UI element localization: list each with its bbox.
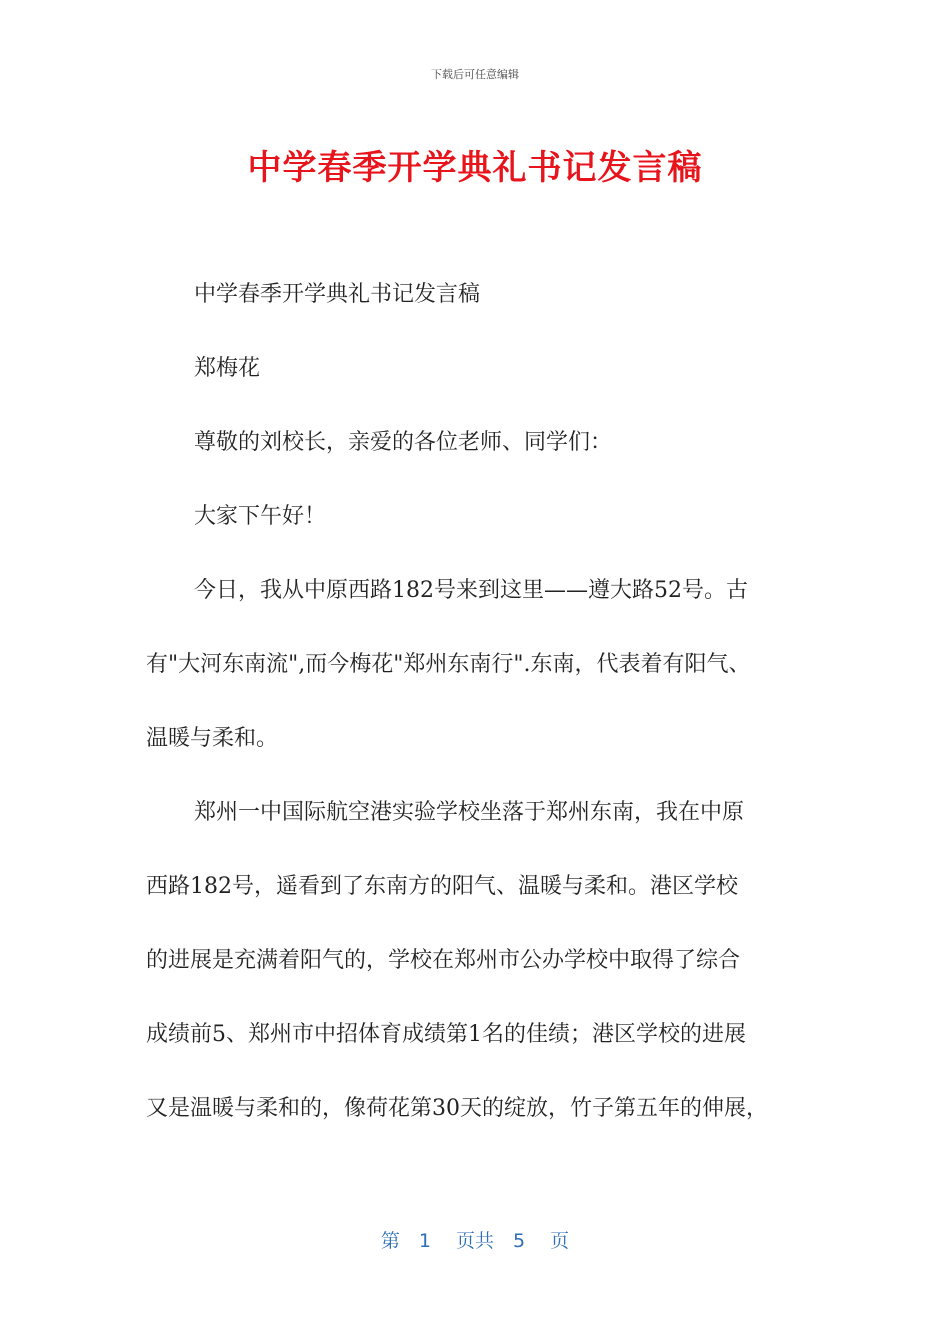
- body-line: 有"大河东南流",而今梅花"郑州东南行".东南，代表着有阳气、: [146, 652, 751, 677]
- body-line: 中学春季开学典礼书记发言稿: [194, 282, 481, 307]
- body-line: 大家下午好！: [194, 504, 327, 529]
- header-note: 下载后可任意编辑: [431, 68, 519, 81]
- body-line: 的进展是充满着阳气的，学校在郑州市公办学校中取得了综合: [146, 948, 741, 973]
- body-line: 西路182号，遥看到了东南方的阳气、温暖与柔和。港区学校: [146, 874, 738, 899]
- body-line: 郑州一中国际航空港实验学校坐落于郑州东南，我在中原: [194, 800, 745, 825]
- body-line: 尊敬的刘校长，亲爱的各位老师、同学们：: [194, 430, 613, 455]
- body-line: 又是温暖与柔和的，像荷花第30天的绽放，竹子第五年的伸展，: [146, 1096, 768, 1121]
- document-title: 中学春季开学典礼书记发言稿: [247, 148, 703, 188]
- body-line: 温暖与柔和。: [146, 726, 279, 751]
- body-line: 今日，我从中原西路182号来到这里——遵大路52号。古: [194, 578, 748, 603]
- body-line: 郑梅花: [194, 356, 261, 381]
- page-footer: 第 1 页共 5 页: [380, 1230, 570, 1252]
- body-line: 成绩前5、郑州市中招体育成绩第1名的佳绩；港区学校的进展: [146, 1022, 746, 1047]
- document-body: [146, 258, 816, 1146]
